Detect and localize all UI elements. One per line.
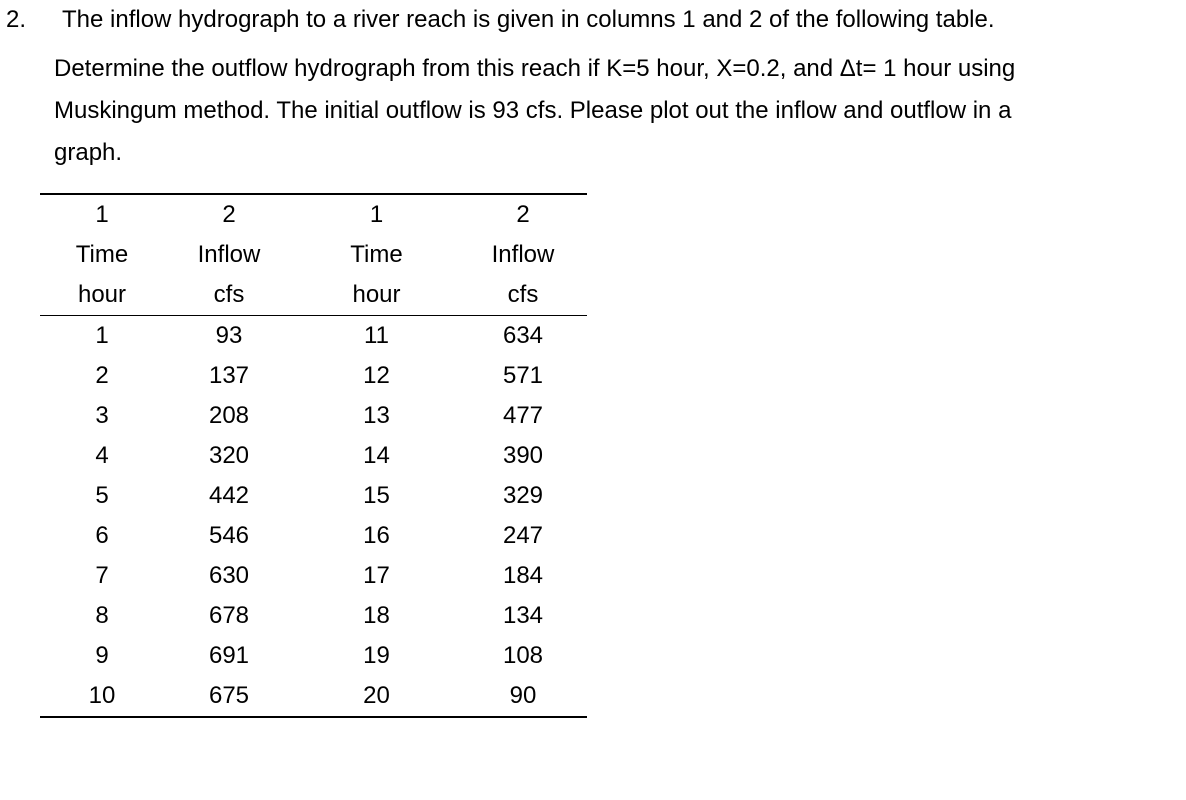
problem-text: [54, 6, 1174, 174]
problem-line: graph.: [54, 139, 123, 166]
table-cell: 93: [215, 322, 243, 349]
table-cell: 184: [502, 562, 544, 589]
table-header: [40, 194, 587, 316]
table-cell: 7: [95, 562, 109, 589]
header-cell: 1: [40, 194, 164, 235]
table-cell: 18: [363, 602, 390, 629]
table-cell: 20: [294, 676, 459, 717]
table-cell: 8: [95, 602, 109, 629]
header-row-column-numbers: [40, 194, 587, 235]
inflow-hydrograph-table: [40, 193, 587, 718]
table-cell: 329: [502, 482, 544, 509]
table-cell: 678: [208, 602, 250, 629]
header-cell: 1: [294, 194, 459, 235]
table-cell: 546: [208, 522, 250, 549]
table-cell: 19: [363, 642, 390, 669]
table-cell: 108: [502, 642, 544, 669]
table-cell: 9: [95, 642, 109, 669]
table-cell: 571: [502, 362, 544, 389]
table-row: [40, 516, 587, 556]
header-cell: cfs: [459, 275, 587, 316]
header-cell: Time: [350, 241, 403, 268]
table-cell: 6: [95, 522, 109, 549]
header-cell: hour: [294, 275, 459, 316]
table-row: [40, 556, 587, 596]
table-cell: 247: [502, 522, 544, 549]
problem-line: Muskingum method. The initial outflow is 93 cfs. Please plot out the inflow and outflow in a: [54, 97, 1012, 124]
header-cell: hour: [40, 275, 164, 316]
table-cell: 90: [459, 676, 587, 717]
header-cell: 2: [164, 194, 294, 235]
table-cell: 390: [502, 442, 544, 469]
table-cell: 17: [363, 562, 390, 589]
table-cell: 320: [208, 442, 250, 469]
table-cell: 11: [364, 322, 389, 349]
table-row: [40, 476, 587, 516]
problem-number: 2.: [6, 6, 27, 33]
problem-line: Determine the outflow hydrograph from this reach if K=5 hour, X=0.2, and Δt= 1 hour using: [54, 55, 1016, 82]
table-cell: 134: [502, 602, 544, 629]
table-cell: 208: [208, 402, 250, 429]
table-cell: 675: [164, 676, 294, 717]
table-row: [40, 596, 587, 636]
table-body: [40, 316, 587, 718]
problem-line: The inflow hydrograph to a river reach is given in columns 1 and 2 of the following table.: [62, 6, 995, 33]
table-cell: 1: [95, 322, 109, 349]
header-cell: Inflow: [197, 241, 261, 268]
table-cell: 477: [502, 402, 544, 429]
table-cell: 634: [502, 322, 544, 349]
table-row: [40, 316, 587, 357]
table-cell: 14: [363, 442, 390, 469]
table-cell: 2: [95, 362, 109, 389]
table-cell: 4: [95, 442, 109, 469]
table-cell: 16: [363, 522, 390, 549]
table-cell: 13: [363, 402, 390, 429]
header-cell: Time: [75, 241, 129, 268]
header-row-names: [40, 235, 587, 275]
table-cell: 10: [40, 676, 164, 717]
table-cell: 12: [363, 362, 390, 389]
table-cell: 15: [363, 482, 390, 509]
table-row: [40, 436, 587, 476]
table-cell: 442: [208, 482, 250, 509]
table-row: [40, 676, 587, 717]
table-cell: 691: [208, 642, 250, 669]
table-row: [40, 636, 587, 676]
table-row: [40, 396, 587, 436]
table-cell: 630: [208, 562, 250, 589]
table-cell: 3: [95, 402, 109, 429]
table-cell: 5: [95, 482, 109, 509]
header-row-units: [40, 275, 587, 316]
header-cell: Inflow: [491, 241, 555, 268]
header-cell: cfs: [164, 275, 294, 316]
header-cell: 2: [459, 194, 587, 235]
table-cell: 137: [208, 362, 250, 389]
table-row: [40, 356, 587, 396]
